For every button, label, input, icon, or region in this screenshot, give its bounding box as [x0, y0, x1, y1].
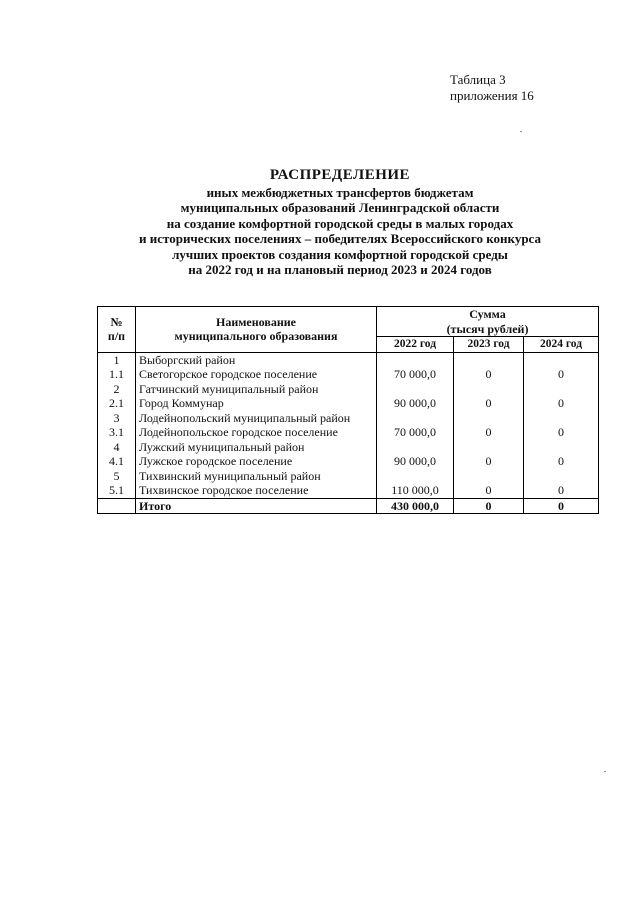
table-reference: [450, 72, 534, 104]
header-sum-line1: Сумма: [469, 307, 506, 321]
total-label: Итого: [136, 498, 377, 514]
table-row: [98, 367, 599, 382]
row-2022: [377, 382, 454, 397]
row-2023: [454, 382, 524, 397]
title-line: муниципальных образований Ленинградской области: [180, 200, 500, 216]
header-number: [98, 307, 136, 353]
total-number-cell: [98, 498, 136, 514]
total-2024: 0: [524, 498, 599, 514]
header-name-line1: Наименование: [216, 314, 296, 329]
row-number: 1: [98, 352, 136, 367]
row-name: Гатчинский муниципальный район: [136, 382, 377, 397]
row-number: 3: [98, 411, 136, 426]
row-number: 2.1: [98, 396, 136, 411]
row-2022: 90 000,0: [377, 454, 454, 469]
row-name: Лодейнопольский муниципальный район: [136, 411, 377, 426]
row-name: Лужский муниципальный район: [136, 440, 377, 455]
total-2022: 430 000,0: [377, 498, 454, 514]
row-2024: 0: [524, 483, 599, 498]
total-2023: 0: [454, 498, 524, 514]
row-name: Город Коммунар: [136, 396, 377, 411]
row-2023: [454, 440, 524, 455]
row-2023: 0: [454, 454, 524, 469]
header-name: [136, 307, 377, 353]
row-2022: 70 000,0: [377, 367, 454, 382]
title-line: на создание комфортной городской среды в малых городах: [166, 215, 514, 231]
distribution-table: [97, 306, 599, 514]
row-2024: [524, 469, 599, 484]
title-line: на 2022 год и на плановый период 2023 и 2024 годов: [188, 262, 492, 278]
row-2024: [524, 352, 599, 367]
row-number: 4.1: [98, 454, 136, 469]
row-2024: 0: [524, 454, 599, 469]
row-2023: 0: [454, 483, 524, 498]
row-2024: 0: [524, 396, 599, 411]
row-2024: 0: [524, 367, 599, 382]
row-name: Выборгский район: [136, 352, 377, 367]
title-line: и исторических поселениях – победителях Всероссийского конкурса: [139, 231, 541, 247]
title-line: лучших проектов создания комфортной городской среды: [172, 246, 508, 262]
row-name: Светогорское городское поселение: [136, 367, 377, 382]
row-2022: 110 000,0: [377, 483, 454, 498]
row-2024: [524, 382, 599, 397]
row-2022: 90 000,0: [377, 396, 454, 411]
row-number: 4: [98, 440, 136, 455]
header-year-2023: 2023 год: [454, 337, 524, 353]
row-2023: [454, 411, 524, 426]
row-2023: [454, 469, 524, 484]
row-name: Лужское городское поселение: [136, 454, 377, 469]
table-row: [98, 440, 599, 455]
total-row: [98, 498, 599, 514]
row-2022: 70 000,0: [377, 425, 454, 440]
row-2024: 0: [524, 425, 599, 440]
row-2023: [454, 352, 524, 367]
row-2022: [377, 352, 454, 367]
row-number: 3.1: [98, 425, 136, 440]
row-number: 5.1: [98, 483, 136, 498]
row-2023: 0: [454, 425, 524, 440]
table-row: [98, 469, 599, 484]
row-2022: [377, 469, 454, 484]
row-2024: [524, 411, 599, 426]
table-row: [98, 483, 599, 498]
row-name: Тихвинский муниципальный район: [136, 469, 377, 484]
table-row: [98, 425, 599, 440]
header-year-2022: 2022 год: [377, 337, 454, 353]
row-2023: 0: [454, 396, 524, 411]
header-year-2024: 2024 год: [524, 337, 599, 353]
header-number-line2: п/п: [107, 329, 126, 344]
scan-speck: [520, 131, 522, 132]
row-name: Тихвинское городское поселение: [136, 483, 377, 498]
table-row: [98, 454, 599, 469]
table-row: [98, 382, 599, 397]
title-main: РАСПРЕДЕЛЕНИЕ: [269, 167, 411, 183]
row-2023: 0: [454, 367, 524, 382]
row-2022: [377, 440, 454, 455]
scan-speck: [604, 771, 606, 772]
row-2024: [524, 440, 599, 455]
table-row: [98, 411, 599, 426]
row-2022: [377, 411, 454, 426]
table-number: Таблица 3: [450, 72, 506, 87]
appendix-number: приложения 16: [450, 88, 534, 103]
document-title: [40, 166, 640, 277]
table-row: [98, 396, 599, 411]
row-number: 1.1: [98, 367, 136, 382]
table-row: [98, 352, 599, 367]
row-name: Лодейнопольское городское поселение: [136, 425, 377, 440]
header-number-line1: №: [110, 314, 123, 329]
row-number: 5: [98, 469, 136, 484]
row-number: 2: [98, 382, 136, 397]
title-line: иных межбюджетных трансфертов бюджетам: [206, 185, 474, 200]
header-name-line2: муниципального образования: [174, 329, 338, 344]
header-sum-line2: (тысяч рублей): [446, 321, 529, 336]
header-sum: [377, 307, 599, 337]
